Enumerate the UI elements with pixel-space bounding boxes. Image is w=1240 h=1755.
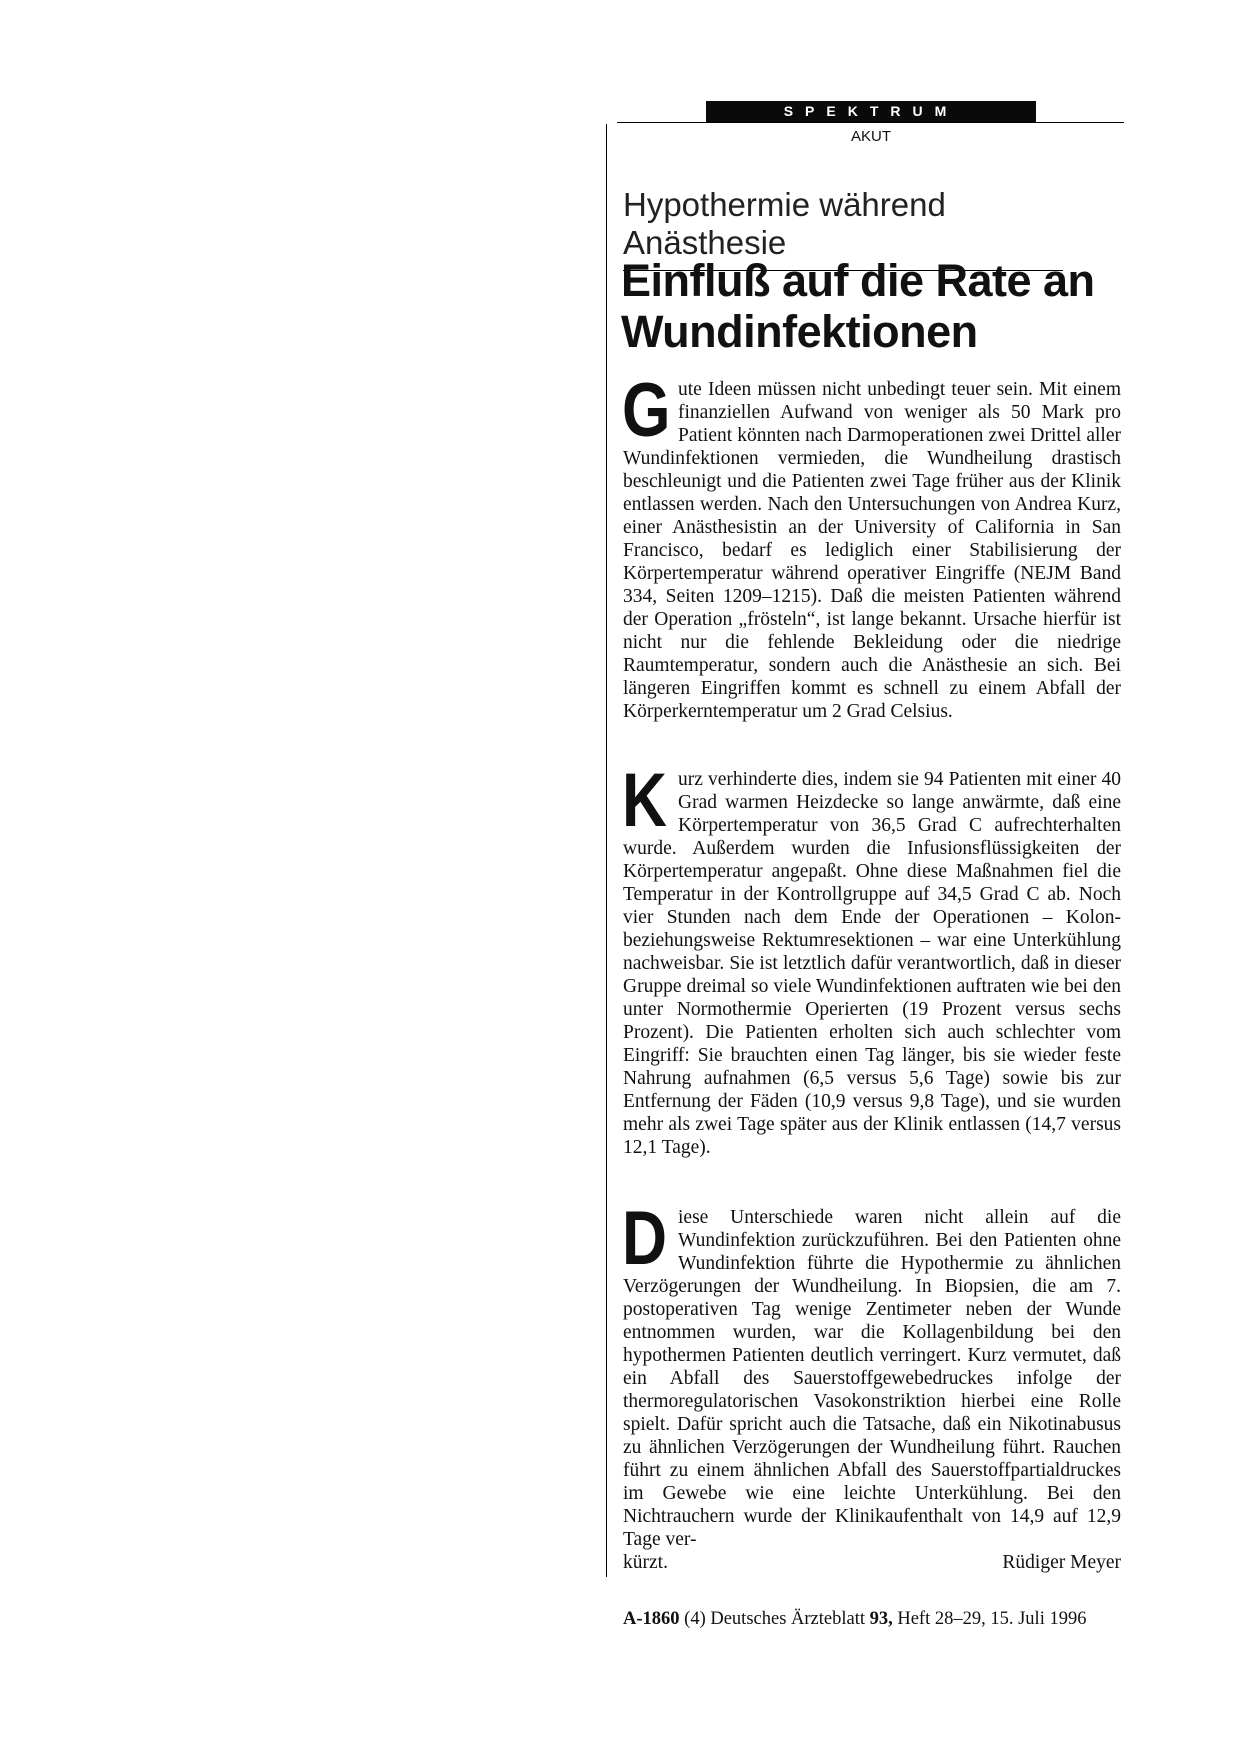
article-paragraph <box>622 368 1121 723</box>
article-paragraph <box>622 1196 1121 1551</box>
signoff-line <box>623 1551 1121 1574</box>
article-headline: Einfluß auf die Rate an Wundinfektionen <box>621 255 1095 357</box>
page-footer <box>623 1609 1133 1630</box>
article-kicker: Hypothermie während Anästhesie <box>623 186 1063 271</box>
section-label: SPEKTRUM <box>706 101 1036 122</box>
paragraph-text: ute Ideen müssen nicht unbedingt teuer sein. Mit einem finanziellen Aufwand von weniger als 50 Mark pro Patient könnten nach Darmoperationen zwei Drittel aller Wundinfektionen vermieden, die Wundheilung drastisch beschleunigt und die Patienten zwei Tage früher aus der Klinik entlassen werden. Nach den Untersuchungen von Andrea Kurz, einer Anästhesistin an der University of California in San Francisco, bedarf es lediglich einer Stabilisierung der Körpertemperatur während operativer Eingriffe (NEJM Band 334, Seiten 1209–1215). Daß die meisten Patienten während der Operation „frösteln“, ist lange bekannt. Ursache hierfür ist nicht nur die fehlende Bekleidung oder die niedrige Raumtemperatur, sondern auch die Anästhesie an sich. Bei längeren Eingriffen kommt es schnell zu einem Abfall der Körperkerntemperatur um 2 Grad Celsius. <box>623 379 1121 722</box>
header-rule <box>617 122 1124 123</box>
paragraph-text: iese Unterschiede waren nicht allein auf die Wundinfektion zurückzuführen. Bei den Patienten ohne Wundinfektion führte die Hypothermie zu ähnlichen Verzögerungen der Wundheilung. In Biopsien, die am 7. postoperativen Tag wenige Zentimeter neben der Wunde entnommen wurden, war die Kollagenbildung bei den hypothermen Patienten deutlich verringert. Kurz vermutet, daß ein Abfall des Sauerstoffgewebedruckes infolge der thermoregulatorischen Vasokonstriktion hierbei eine Rolle spielt. Dafür spricht auch die Tatsache, daß ein Nikotinabusus zu ähnlichen Verzögerungen der Wundheilung führt. Rauchen führt zu einem ähnlichen Abfall des Sauerstoffpartialdruckes im Gewebe wie eine leichte Unterkühlung. Bei den Nichtrauchern wurde der Klinikaufenthalt von 14,9 auf 12,9 Tage ver- <box>623 1207 1121 1550</box>
drop-cap: K <box>622 758 668 843</box>
last-line-text: kürzt. <box>623 1552 668 1573</box>
journal-issue: Heft 28–29, 15. Juli 1996 <box>897 1609 1087 1629</box>
page-number: (4) <box>684 1609 706 1629</box>
column-rule <box>606 124 607 1577</box>
drop-cap: G <box>622 368 671 453</box>
journal-name: Deutsches Ärzteblatt <box>710 1609 865 1629</box>
paragraph-text: urz verhinderte dies, indem sie 94 Patienten mit einer 40 Grad warmen Heizdecke so lange anwärmte, daß eine Körpertemperatur von 36,5 Grad C aufrechterhalten wurde. Außerdem wurden die Infusionsflüssigkeiten der Körpertemperatur angepaßt. Ohne diese Maßnahmen fiel die Temperatur in der Kontrollgruppe auf 34,5 Grad C ab. Noch vier Stunden nach dem Ende der Operationen – Kolon- beziehungsweise Rektumresektionen – war eine Unterkühlung nachweisbar. Sie ist letztlich dafür verantwortlich, daß in dieser Gruppe dreimal so viele Wundinfektionen auftraten wie bei den unter Normothermie Operierten (19 Prozent versus sechs Prozent). Die Patienten erholten sich auch schlechter vom Eingriff: Sie brauchten einen Tag länger, bis sie wieder feste Nahrung aufnahmen (6,5 versus 5,6 Tage) sowie bis zur Entfernung der Fäden (10,9 versus 9,8 Tage), und sie wurden mehr als zwei Tage später aus der Klinik entlassen (14,7 versus 12,1 Tage). <box>623 769 1121 1158</box>
subsection-label: AKUT <box>850 128 891 145</box>
drop-cap: D <box>622 1196 668 1281</box>
author-name: Rüdiger Meyer <box>1002 1552 1121 1573</box>
page-id: A-1860 <box>623 1609 680 1629</box>
article-paragraph <box>622 758 1121 1159</box>
journal-volume: 93, <box>869 1609 893 1629</box>
